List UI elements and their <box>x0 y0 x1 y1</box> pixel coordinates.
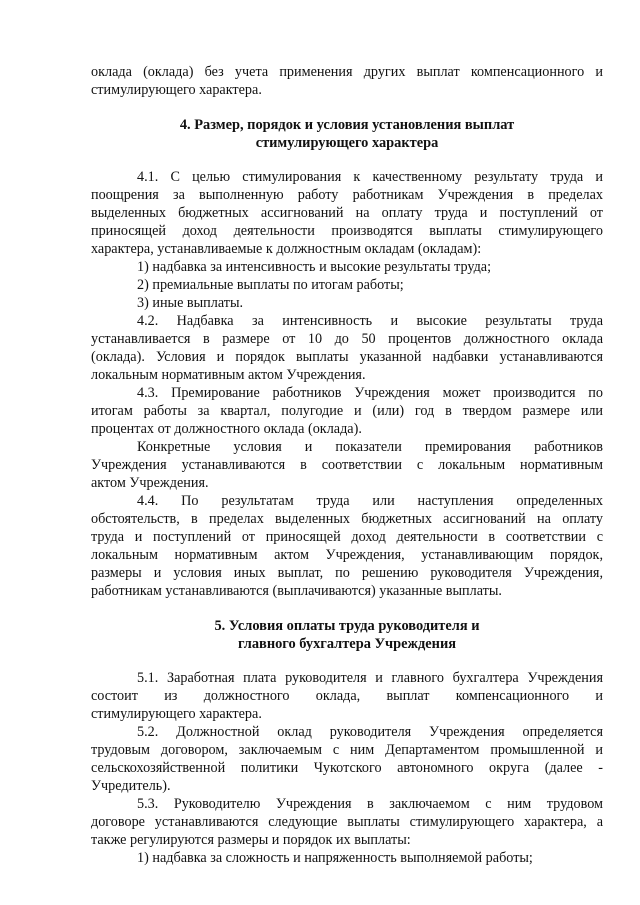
text-line: сельскохозяйственной политики Чукотского автономного округа (далее - <box>91 760 603 776</box>
section-heading-5: 5. Условия оплаты труда руководителя и <box>214 618 480 634</box>
text-line: локальным нормативным актом Учреждения, устанавливающим порядок, <box>91 547 603 563</box>
text-line: состоит из должностного оклада, выплат компенсационного и <box>91 688 603 704</box>
text-line: выделенных бюджетных ассигнований на оплату труда и поступлений от <box>91 205 603 221</box>
text-line: стимулирующего характера. <box>91 706 262 722</box>
list-item: 2) премиальные выплаты по итогам работы; <box>137 277 404 293</box>
text-line: 4.2. Надбавка за интенсивность и высокие результаты труда <box>137 313 603 329</box>
text-line: труда и поступлений от приносящей доход деятельности в соответствии с <box>91 529 603 545</box>
text-line: процентах от должностного оклада (оклада). <box>91 421 362 437</box>
text-line: 5.2. Должностной оклад руководителя Учреждения определяется <box>137 724 603 740</box>
text-line: Конкретные условия и показатели премирования работников <box>137 439 603 455</box>
text-line: договоре устанавливаются следующие выплаты стимулирующего характера, а <box>91 814 603 830</box>
text-line: стимулирующего характера. <box>91 82 262 98</box>
list-item: 1) надбавка за сложность и напряженность выполняемой работы; <box>137 850 533 866</box>
list-item: 1) надбавка за интенсивность и высокие результаты труда; <box>137 259 492 275</box>
text-line: трудовым договором, заключаемым с ним Департаментом промышленной и <box>91 742 603 758</box>
text-line: размеры и условия иных выплат, по решению руководителя Учреждения, <box>91 565 603 581</box>
text-line: обстоятельств, в пределах выделенных бюджетных ассигнований на оплату <box>91 511 603 527</box>
section-heading-5: главного бухгалтера Учреждения <box>237 636 457 652</box>
text-line: актом Учреждения. <box>91 475 209 491</box>
text-line: работникам устанавливаются (выплачиваются) указанные выплаты. <box>91 583 502 599</box>
text-line: 4.4. По результатам труда или наступления определенных <box>137 493 603 509</box>
text-line: 4.3. Премирование работников Учреждения может производится по <box>137 385 603 401</box>
text-line: локальным нормативным актом Учреждения. <box>91 367 366 383</box>
text-line: также регулируются размеры и порядок их выплаты: <box>91 832 411 848</box>
list-item: 3) иные выплаты. <box>137 295 244 311</box>
text-line: 4.1. С целью стимулирования к качественному результату труда и <box>137 169 603 185</box>
text-line: 5.1. Заработная плата руководителя и главного бухгалтера Учреждения <box>137 670 603 686</box>
section-heading-4: 4. Размер, порядок и условия установления выплат <box>179 117 515 133</box>
text-line: Учредитель). <box>91 778 171 794</box>
text-line: итогам работы за квартал, полугодие и (или) год в твердом размере или <box>91 403 603 419</box>
text-line: устанавливается в размере от 10 до 50 процентов должностного оклада <box>91 331 603 347</box>
text-line: 5.3. Руководителю Учреждения в заключаемом с ним трудовом <box>137 796 603 812</box>
text-line: приносящей доход деятельности производятся выплаты стимулирующего <box>91 223 603 239</box>
text-line: оклада (оклада) без учета применения других выплат компенсационного и <box>91 64 603 80</box>
section-heading-4: стимулирующего характера <box>255 135 439 151</box>
text-line: Учреждения устанавливаются в соответствии с локальным нормативным <box>91 457 603 473</box>
text-line: (оклада). Условия и порядок выплаты указанной надбавки устанавливаются <box>91 349 603 365</box>
text-line: поощрения за выполненную работу работникам Учреждения в пределах <box>91 187 603 203</box>
text-line: характера, устанавливаемые к должностным окладам (окладам): <box>91 241 482 257</box>
